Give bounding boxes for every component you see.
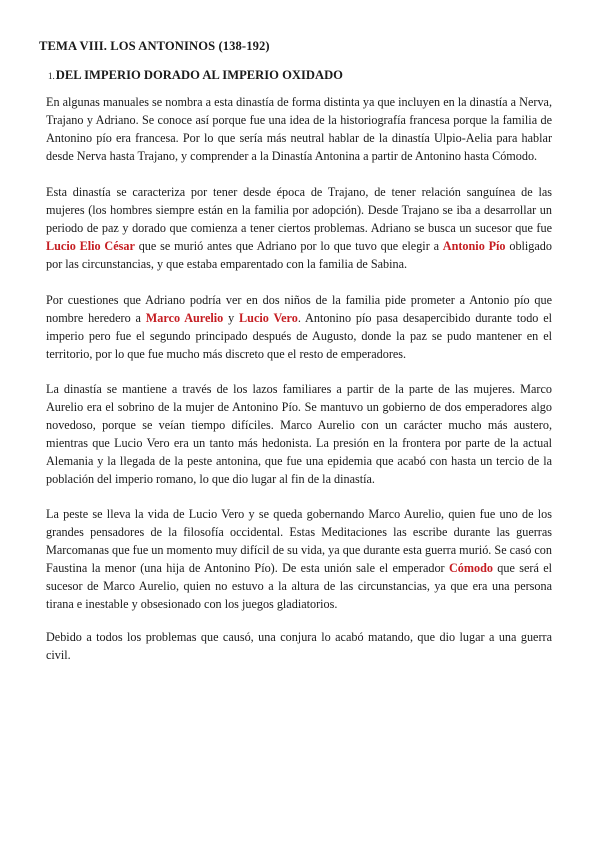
highlight-antonio-pio: Antonio Pío [442, 239, 506, 253]
paragraph-text: que será el sucesor de Marco Aurelio, quien no estuvo a la altura de las circunstancias, ya que era una persona tirana e inestable y obsesionado con los juegos gladiatorios. [46, 561, 553, 611]
paragraph-text: . Antonino pío pasa desapercibido durante todo el imperio pero fue el segundo principado después de Augusto, donde la paz se pudo mantener en el territorio, por lo que fue mucho más discreto que el resto de emperadores. [46, 311, 553, 361]
paragraph-2 [46, 183, 552, 273]
highlight-comodo: Cómodo [448, 561, 493, 575]
paragraph-text: obligado por las circunstancias, y que estaba emparentado con la familia de Sabina. [46, 239, 552, 271]
paragraph-6: Debido a todos los problemas que causó, una conjura lo acabó matando, que dio lugar a una guerra civil. [46, 630, 552, 662]
paragraph-text: y [223, 311, 240, 325]
document-title: TEMA VIII. LOS ANTONINOS (138-192) [39, 39, 270, 53]
section-number: 1. [48, 71, 55, 81]
paragraph-text: Esta dinastía se caracteriza por tener desde época de Trajano, de tener relación sanguínea de las mujeres (los hombres siempre están en la familia por adopción). Desde Trajano se iba a desarrollar un periodo de paz y dorado que comienza a tener ciertos problemas. Adriano se busca un sucesor que fue [46, 185, 552, 235]
highlight-lucio-vero: Lucio Vero [239, 311, 298, 325]
paragraph-1: En algunas manuales se nombra a esta dinastía de forma distinta ya que incluyen en la dinastía a Nerva, Trajano y Adriano. Se conoce así porque fue una idea de la historiografía francesa porque la familia de Antonino pío era francesa. Por lo que sería más neutral hablar de la dinastía Ulpio-Aelia para hablar desde Nerva hasta Trajano, y comprender a la Dinastía Antonina a partir de Antonino hasta Cómodo. [46, 95, 552, 163]
paragraph-text: Por cuestiones que Adriano podría ver en dos niños de la familia pide prometer a Antonio pío que nombre heredero a [46, 293, 552, 325]
paragraph-4: La dinastía se mantiene a través de los lazos familiares a partir de la parte de las mujeres. Marco Aurelio era el sobrino de la mujer de Antonino Pío. Se mantuvo un gobierno de dos emperadores algo novedoso, porque se veían tiempo difíciles. Marco Aurelio con un carácter mucho más austero, mientras que Lucio Vero era un tanto más hedonista. La presión en la frontera por parte de la actual Alemania y la llegada de la peste antonina, que fue una epidemia que acabó con hasta un tercio de la población del imperio romano, lo que dio lugar al fin de la dinastía. [46, 382, 552, 486]
paragraph-text: La peste se lleva la vida de Lucio Vero y se queda gobernando Marco Aurelio, quien fue uno de los grandes pensadores de la filosofía occidental. Estas Meditaciones las escribe durante las guerras Marcomanas que fue un momento muy difícil de su vida, ya que durante esta guerra murió. Se casó con Faustina la menor (una hija de Antonino Pío). De esta unión sale el emperador [46, 507, 552, 575]
highlight-marco-aurelio: Marco Aurelio [145, 311, 224, 325]
paragraph-3 [46, 291, 552, 363]
highlight-lucio-elio-cesar: Lucio Elio César [46, 239, 135, 253]
paragraph-5 [46, 505, 552, 613]
section-heading [48, 68, 343, 83]
section-title: DEL IMPERIO DORADO AL IMPERIO OXIDADO [55, 68, 343, 82]
paragraph-text: que se murió antes que Adriano por lo que tuvo que elegir a [134, 239, 443, 253]
